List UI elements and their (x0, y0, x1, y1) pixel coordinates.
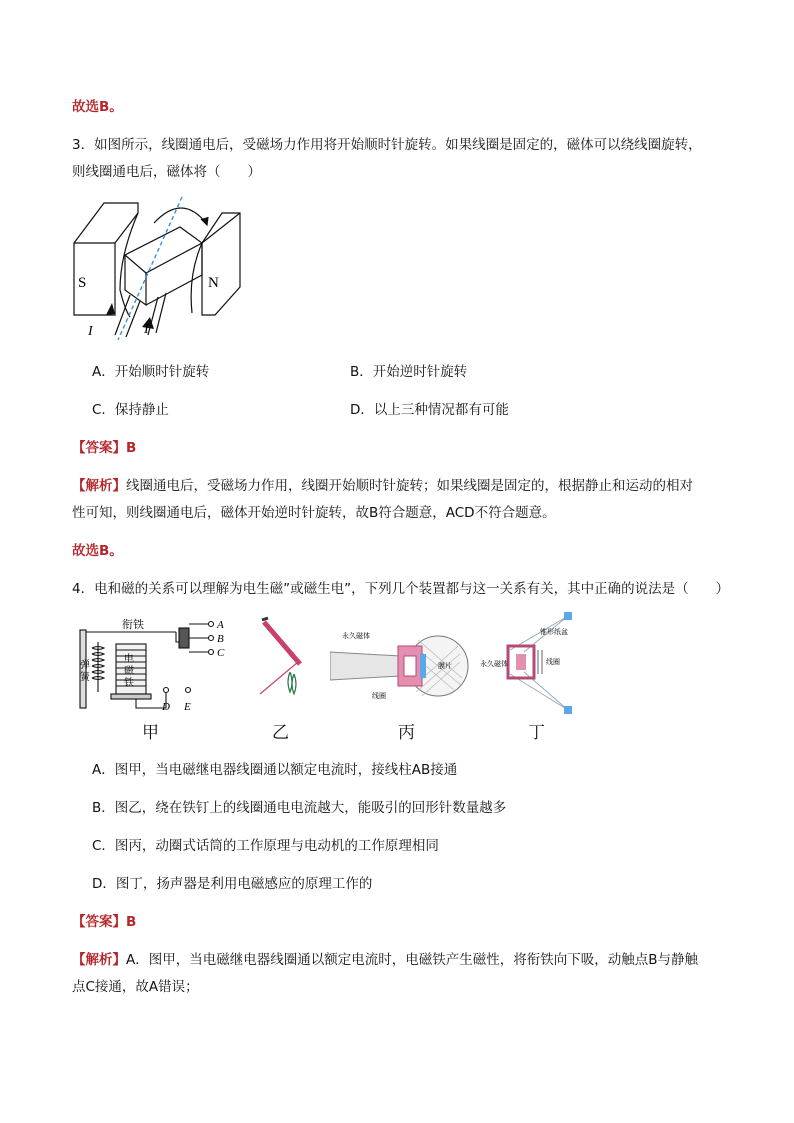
q3-pole-s: S (78, 275, 87, 291)
q4-analysis-line2: 点C接通，故A错误； (72, 979, 199, 995)
q4-analysis-text1: A．图甲，当电磁继电器线圈通以额定电流时，电磁铁产生磁性，将衔铁向下吸，动触点B与静触 (126, 952, 698, 968)
q4-option-c: C．图丙，动圈式话筒的工作原理与电动机的工作原理相同 (92, 838, 439, 854)
q4-jia-terminal-c: C (217, 647, 225, 659)
q4-jia-terminal-d: D (162, 701, 170, 713)
q4-figure-bing-microphone (330, 626, 470, 708)
q4-caption-yi: 乙 (272, 723, 289, 743)
q3-option-d: D．以上三种情况都有可能 (350, 402, 509, 418)
q3-analysis-line1 (72, 474, 693, 494)
q3-analysis-line2: 性可知，则线圈通电后，磁体开始逆时针旋转，故B符合题意，ACD不符合题意。 (72, 505, 556, 521)
q4-ding-label-cone: 锥形纸盆 (540, 628, 568, 636)
q4-figure-jia-relay (76, 612, 236, 716)
q4-stem: 4．电和磁的关系可以理解为电生磁”或磁生电”，下列几个装置都与这一关系有关，其中正确的说法是（ ） (72, 581, 730, 597)
q3-figure-magnet-coil (70, 195, 250, 340)
q4-ding-label-magnet: 永久磁体 (480, 660, 508, 668)
q4-figure-ding-speaker (480, 612, 598, 716)
q3-analysis-tag: 【解析】 (72, 478, 126, 494)
q4-jia-label-em-2: 磁 (124, 666, 134, 677)
q3-current-right-label: I (144, 322, 149, 337)
q4-bing-label-magnet: 永久磁体 (342, 632, 370, 640)
q4-caption-ding: 丁 (528, 723, 545, 743)
q4-answer: 【答案】B (72, 914, 137, 930)
q3-stem-line1: 3．如图所示，线圈通电后，受磁场力作用将开始顺时针旋转。如果线圈是固定的，磁体可以绕线圈旋转， (72, 137, 702, 153)
q4-figure-yi-nail (250, 614, 320, 714)
q4-caption-jia: 甲 (142, 723, 159, 743)
q3-analysis-text1: 线圈通电后，受磁场力作用，线圈开始顺时针旋转；如果线圈是固定的，根据静止和运动的相对 (126, 478, 693, 494)
q3-option-c: C．保持静止 (92, 402, 169, 418)
q3-option-a: A．开始顺时针旋转 (92, 364, 210, 380)
q4-bing-label-membrane: 膜片 (438, 662, 452, 670)
q3-stem-line2: 则线圈通电后，磁体将（ ） (72, 164, 261, 180)
q3-current-left-label: I (88, 324, 93, 339)
q4-ding-label-coil: 线圈 (546, 658, 560, 666)
q4-analysis-line1 (72, 948, 698, 968)
q4-jia-label-em-3: 铁 (124, 678, 134, 689)
q4-jia-label-spring-2: 簧 (80, 672, 90, 683)
q3-answer: 【答案】B (72, 440, 137, 456)
q4-jia-terminal-b: B (217, 633, 224, 645)
q3-option-b: B．开始逆时针旋转 (350, 364, 468, 380)
q4-option-d: D．图丁，扬声器是利用电磁感应的原理工作的 (92, 876, 373, 892)
q4-caption-bing: 丙 (398, 723, 415, 743)
q4-analysis-tag: 【解析】 (72, 952, 126, 968)
q4-jia-label-em-1: 电 (124, 654, 134, 665)
q4-jia-terminal-e: E (184, 701, 191, 713)
q3-pole-n: N (208, 275, 219, 291)
q4-option-a: A．图甲，当电磁继电器线圈通以额定电流时，接线柱AB接通 (92, 762, 458, 778)
q4-bing-label-coil: 线圈 (372, 692, 386, 700)
q4-jia-terminal-a: A (217, 619, 224, 631)
q4-jia-label-spring-1: 弹 (80, 660, 90, 671)
q4-jia-label-armature: 衔铁 (122, 619, 144, 631)
q3-conclusion: 故选B。 (72, 543, 123, 559)
q4-option-b: B．图乙，绕在铁钉上的线圈通电电流越大，能吸引的回形针数量越多 (92, 800, 507, 816)
q2-conclusion: 故选B。 (72, 99, 123, 115)
